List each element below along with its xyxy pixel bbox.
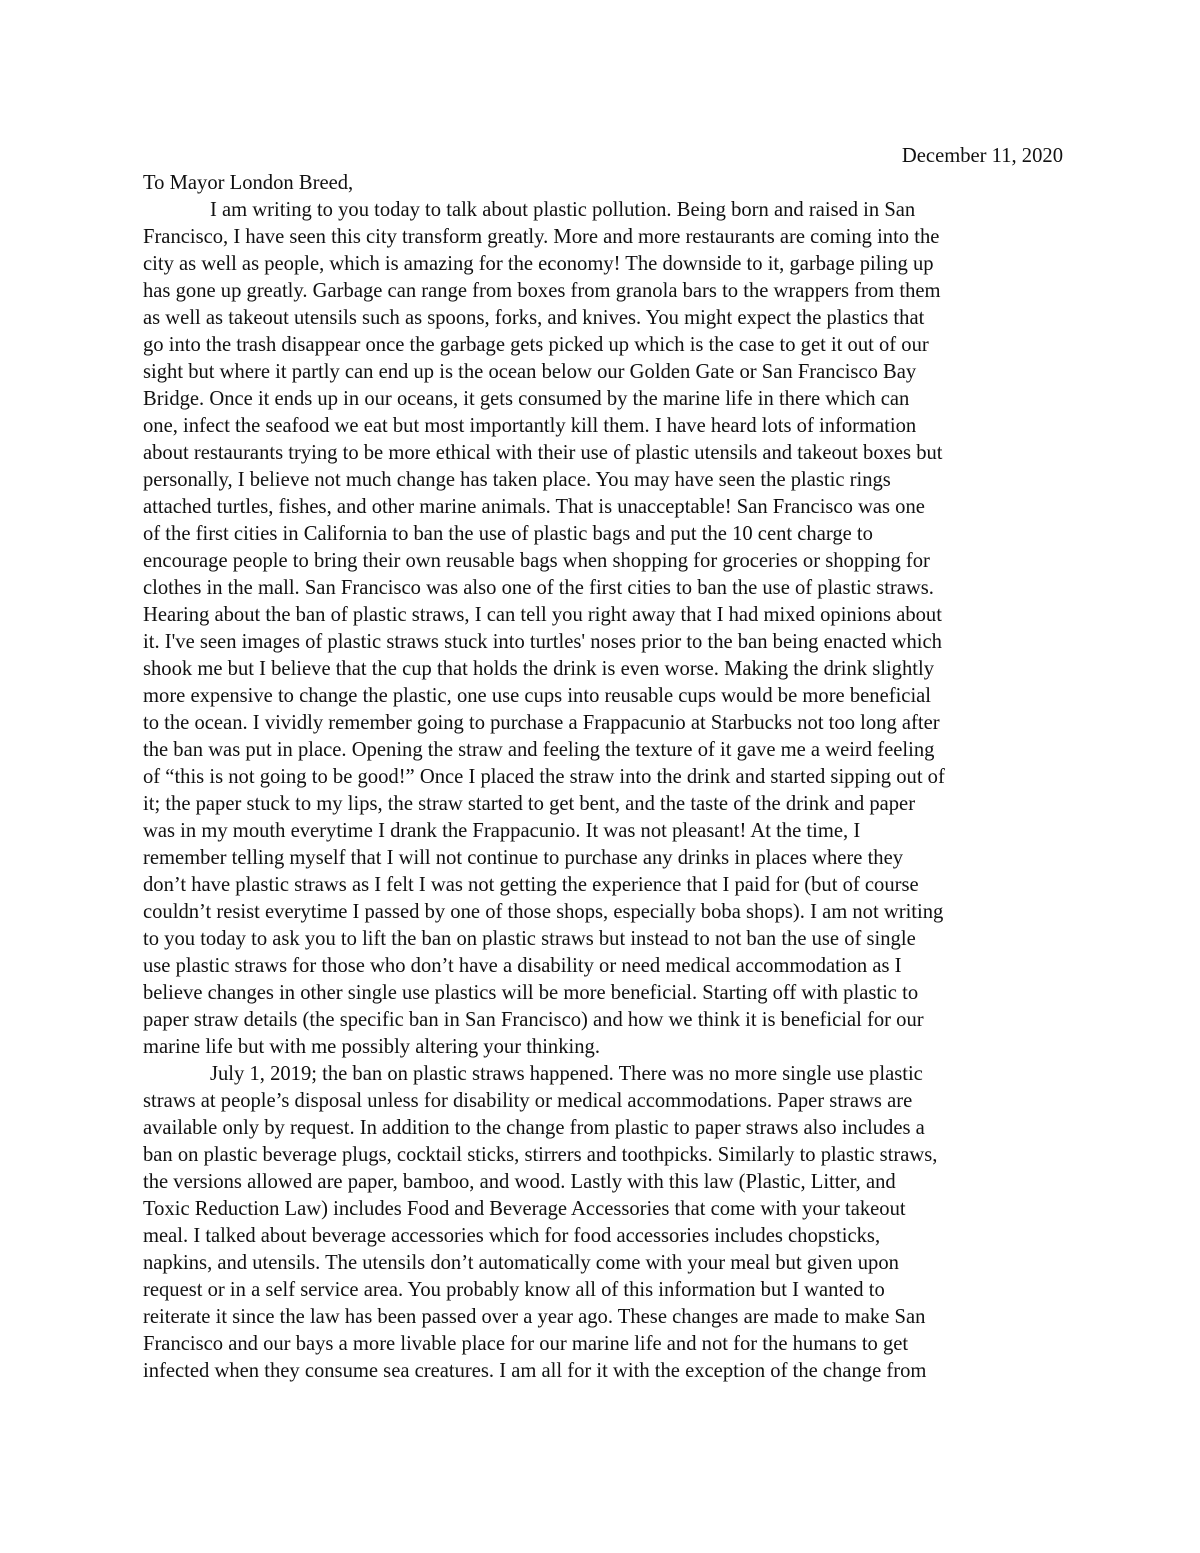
text-line: marine life but with me possibly altering your thinking. [143,1036,600,1058]
text-line: believe changes in other single use plastics will be more beneficial. Starting off with plastic to [143,982,919,1004]
text-line: personally, I believe not much change has taken place. You may have seen the plastic rings [143,469,891,491]
letter-salutation: To Mayor London Breed, [143,172,354,194]
text-line: infected when they consume sea creatures. I am all for it with the exception of the change from [143,1360,927,1382]
text-line: sight but where it partly can end up is the ocean below our Golden Gate or San Francisco Bay [143,361,917,383]
text-line: of “this is not going to be good!” Once I placed the straw into the drink and started sipping out of [143,766,945,788]
letter-body [143,143,1063,1385]
text-line: city as well as people, which is amazing for the economy! The downside to it, garbage piling up [143,253,934,275]
text-line: available only by request. In addition to the change from plastic to paper straws also includes a [143,1117,925,1139]
letter-paragraph [143,1061,1063,1385]
text-line: as well as takeout utensils such as spoons, forks, and knives. You might expect the plastics that [143,307,925,329]
text-line: Francisco and our bays a more livable place for our marine life and not for the humans to get [143,1333,909,1355]
text-line: request or in a self service area. You probably know all of this information but I wanted to [143,1279,885,1301]
text-line: attached turtles, fishes, and other marine animals. That is unacceptable! San Francisco was one [143,496,925,518]
text-line: it. I've seen images of plastic straws stuck into turtles' noses prior to the ban being enacted which [143,631,942,653]
text-line: don’t have plastic straws as I felt I was not getting the experience that I paid for (but of course [143,874,919,896]
text-line: ban on plastic beverage plugs, cocktail sticks, stirrers and toothpicks. Similarly to plastic straws, [143,1144,938,1166]
text-line: go into the trash disappear once the garbage gets picked up which is the case to get it out of our [143,334,929,356]
text-line: use plastic straws for those who don’t have a disability or need medical accommodation as I [143,955,902,977]
text-line: one, infect the seafood we eat but most importantly kill them. I have heard lots of information [143,415,917,437]
text-line: paper straw details (the specific ban in San Francisco) and how we think it is beneficial for our [143,1009,924,1031]
text-line: encourage people to bring their own reusable bags when shopping for groceries or shopping for [143,550,930,572]
text-line: July 1, 2019; the ban on plastic straws happened. There was no more single use plastic [210,1063,923,1085]
text-line: shook me but I believe that the cup that holds the drink is even worse. Making the drink slightly [143,658,934,680]
text-line: to you today to ask you to lift the ban on plastic straws but instead to not ban the use of single [143,928,916,950]
text-line: about restaurants trying to be more ethical with their use of plastic utensils and takeout boxes but [143,442,943,464]
text-line: Bridge. Once it ends up in our oceans, it gets consumed by the marine life in there which can [143,388,910,410]
text-line: meal. I talked about beverage accessories which for food accessories includes chopsticks, [143,1225,881,1247]
text-line: remember telling myself that I will not continue to purchase any drinks in places where they [143,847,904,869]
text-line: of the first cities in California to ban the use of plastic bags and put the 10 cent charge to [143,523,873,545]
text-line: Francisco, I have seen this city transform greatly. More and more restaurants are coming into the [143,226,940,248]
text-line: reiterate it since the law has been passed over a year ago. These changes are made to make San [143,1306,926,1328]
text-line: the ban was put in place. Opening the straw and feeling the texture of it gave me a weird feeling [143,739,935,761]
text-line: to the ocean. I vividly remember going to purchase a Frappacunio at Starbucks not too long after [143,712,940,734]
text-line: more expensive to change the plastic, one use cups into reusable cups would be more beneficial [143,685,932,707]
text-line: Toxic Reduction Law) includes Food and Beverage Accessories that come with your takeout [143,1198,906,1220]
text-line: was in my mouth everytime I drank the Frappacunio. It was not pleasant! At the time, I [143,820,861,842]
text-line: Hearing about the ban of plastic straws, I can tell you right away that I had mixed opinions about [143,604,942,626]
text-line: straws at people’s disposal unless for disability or medical accommodations. Paper straws are [143,1090,913,1112]
letter-paragraphs [143,197,1063,1385]
text-line: couldn’t resist everytime I passed by one of those shops, especially boba shops). I am not writing [143,901,944,923]
text-line: napkins, and utensils. The utensils don’t automatically come with your meal but given upon [143,1252,899,1274]
text-line: it; the paper stuck to my lips, the straw started to get bent, and the taste of the drink and paper [143,793,916,815]
text-line: clothes in the mall. San Francisco was also one of the first cities to ban the use of plastic straws. [143,577,934,599]
letter-paragraph [143,197,1063,1061]
text-line: the versions allowed are paper, bamboo, and wood. Lastly with this law (Plastic, Litter, and [143,1171,896,1193]
text-line: has gone up greatly. Garbage can range from boxes from granola bars to the wrappers from them [143,280,941,302]
text-line: I am writing to you today to talk about plastic pollution. Being born and raised in San [210,199,916,221]
letter-date: December 11, 2020 [901,145,1063,167]
